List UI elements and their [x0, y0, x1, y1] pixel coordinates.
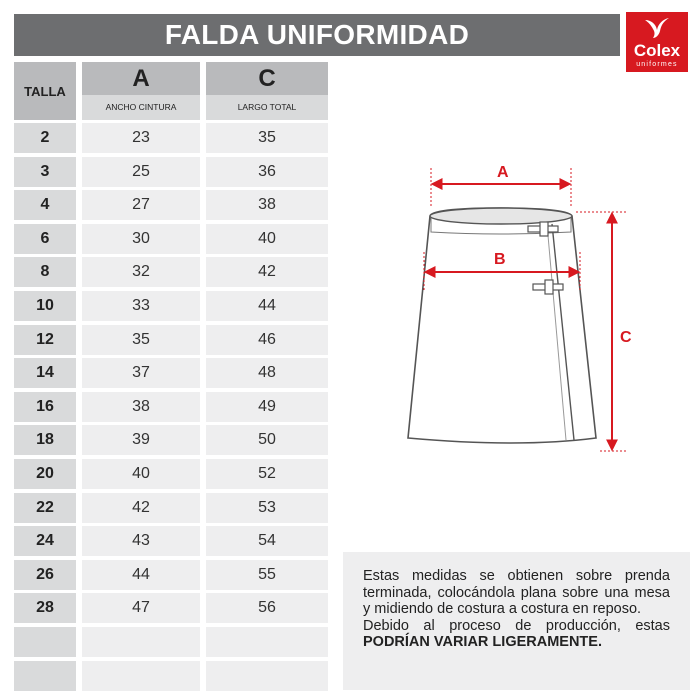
logo-brand-text: Colex: [633, 41, 681, 60]
total-length-cell: 52: [206, 459, 328, 489]
total-length-cell: 42: [206, 257, 328, 287]
table-row: [14, 358, 334, 392]
note-paragraph-2-text: Debido al proceso de producción, estas: [363, 617, 670, 634]
size-cell: 22: [14, 493, 76, 523]
total-length-cell: 35: [206, 123, 328, 153]
size-column-header: TALLA: [14, 62, 76, 120]
size-cell: 16: [14, 392, 76, 422]
table-row: [14, 392, 334, 426]
size-cell: 12: [14, 325, 76, 355]
waist-width-cell: 25: [82, 157, 200, 187]
table-row: [14, 459, 334, 493]
size-cell: 26: [14, 560, 76, 590]
brand-logo: [626, 12, 688, 72]
total-length-cell: 36: [206, 157, 328, 187]
total-length-cell: [206, 661, 328, 691]
total-length-cell: 50: [206, 425, 328, 455]
total-length-cell: 49: [206, 392, 328, 422]
size-cell: 24: [14, 526, 76, 556]
size-cell: 18: [14, 425, 76, 455]
note-warning-text: PODRÍAN VARIAR LIGERAMENTE.: [363, 634, 602, 650]
total-length-cell: 44: [206, 291, 328, 321]
size-cell: 20: [14, 459, 76, 489]
waist-width-cell: 33: [82, 291, 200, 321]
skirt-diagram: [400, 150, 660, 470]
note-paragraph-2: [363, 618, 670, 651]
waist-width-cell: 35: [82, 325, 200, 355]
total-length-cell: 54: [206, 526, 328, 556]
waist-width-cell: 30: [82, 224, 200, 254]
total-length-cell: 38: [206, 190, 328, 220]
column-a-label: ANCHO CINTURA: [82, 95, 200, 120]
skirt-body: [408, 208, 596, 443]
table-row: [14, 190, 334, 224]
size-cell: 10: [14, 291, 76, 321]
waist-width-cell: 38: [82, 392, 200, 422]
table-row: [14, 425, 334, 459]
dimension-a-label: A: [497, 164, 509, 181]
waist-width-cell: [82, 627, 200, 657]
table-row: [14, 291, 334, 325]
waist-width-cell: 40: [82, 459, 200, 489]
skirt-waistband: [430, 208, 572, 224]
skirt-illustration: [400, 150, 660, 470]
page-title: FALDA UNIFORMIDAD: [14, 14, 620, 56]
size-cell: 28: [14, 593, 76, 623]
measurement-note: [343, 552, 690, 690]
table-row: [14, 123, 334, 157]
size-cell: 6: [14, 224, 76, 254]
table-row: [14, 493, 334, 527]
size-cell: 2: [14, 123, 76, 153]
size-cell: [14, 661, 76, 691]
table-row: [14, 224, 334, 258]
total-length-cell: 46: [206, 325, 328, 355]
dimension-c-label: C: [620, 329, 632, 346]
size-table-body: [14, 123, 334, 694]
size-cell: 8: [14, 257, 76, 287]
size-cell: 3: [14, 157, 76, 187]
waist-width-cell: 44: [82, 560, 200, 590]
waist-width-cell: [82, 661, 200, 691]
column-c-header: [206, 62, 328, 120]
column-c-letter: C: [258, 65, 276, 92]
waist-width-cell: 42: [82, 493, 200, 523]
logo-sub-text: uniformes: [636, 61, 678, 68]
dimension-b-label: B: [494, 251, 506, 268]
waist-width-cell: 39: [82, 425, 200, 455]
waist-width-cell: 37: [82, 358, 200, 388]
waist-width-cell: 32: [82, 257, 200, 287]
note-paragraph-1: Estas medidas se obtienen sobre prenda terminada, colocándola plana sobre una mesa y midiendo de costura a costura en reposo.: [363, 568, 670, 617]
total-length-cell: 56: [206, 593, 328, 623]
column-a-letter: A: [132, 65, 150, 92]
column-a-header: [82, 62, 200, 120]
table-row: [14, 157, 334, 191]
total-length-cell: 55: [206, 560, 328, 590]
waist-width-cell: 27: [82, 190, 200, 220]
table-row: [14, 526, 334, 560]
size-cell: [14, 627, 76, 657]
table-row: [14, 627, 334, 661]
table-row: [14, 661, 334, 695]
total-length-cell: 48: [206, 358, 328, 388]
table-row: [14, 257, 334, 291]
total-length-cell: [206, 627, 328, 657]
waist-width-cell: 23: [82, 123, 200, 153]
waist-width-cell: 43: [82, 526, 200, 556]
waist-width-cell: 47: [82, 593, 200, 623]
size-cell: 4: [14, 190, 76, 220]
table-row: [14, 325, 334, 359]
total-length-cell: 40: [206, 224, 328, 254]
bird-icon: [643, 16, 671, 40]
table-row: [14, 593, 334, 627]
total-length-cell: 53: [206, 493, 328, 523]
table-row: [14, 560, 334, 594]
column-c-label: LARGO TOTAL: [206, 95, 328, 120]
size-cell: 14: [14, 358, 76, 388]
